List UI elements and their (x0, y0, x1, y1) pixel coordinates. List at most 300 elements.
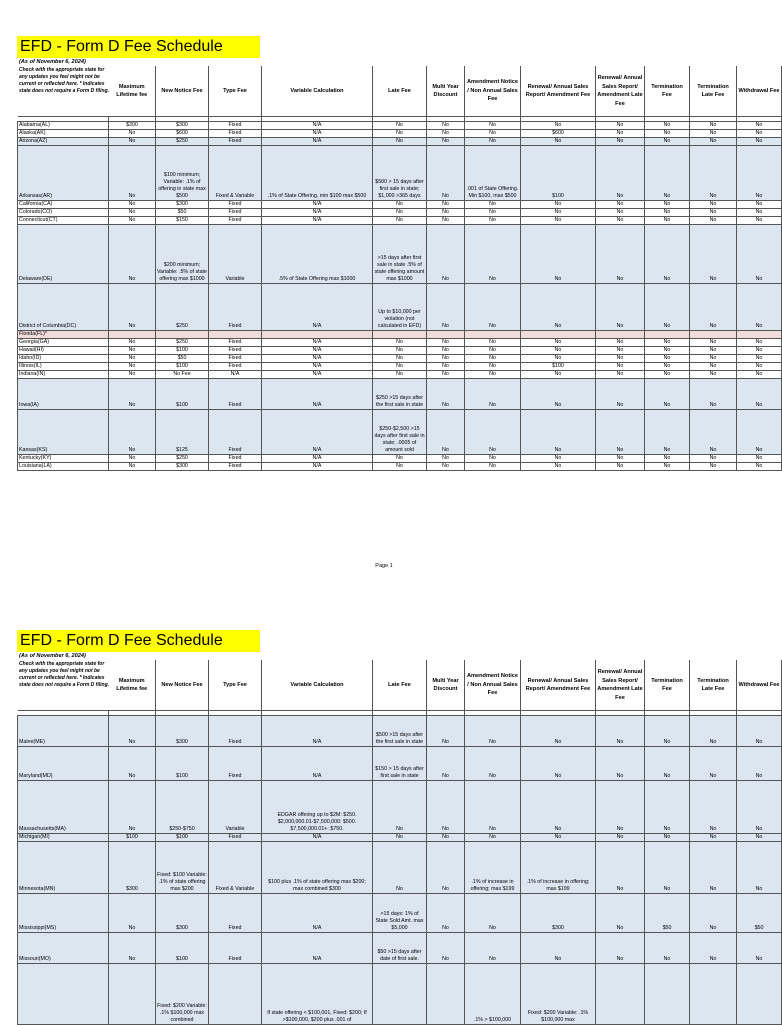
fee-cell: No (596, 130, 645, 138)
fee-cell: No (427, 933, 465, 964)
column-header: Renewal/ Annual Sales Report/ Amendment Fee (521, 660, 596, 711)
fee-cell: No (521, 217, 596, 225)
fee-cell: N/A (262, 379, 373, 410)
column-header: Termination Late Fee (690, 66, 737, 117)
fee-cell: No (373, 217, 427, 225)
fee-cell (690, 331, 737, 339)
fee-cell: No (690, 781, 737, 834)
fee-cell: $100 (521, 363, 596, 371)
fee-cell: Fixed (209, 339, 262, 347)
fee-cell: No (521, 781, 596, 834)
fee-cell: No (109, 371, 156, 379)
fee-cell: No (690, 225, 737, 284)
fee-cell: No (427, 455, 465, 463)
table-row (18, 363, 782, 371)
fee-cell: No (596, 225, 645, 284)
fee-cell: No (645, 842, 690, 894)
fee-cell: N/A (262, 371, 373, 379)
column-header: Termination Fee (645, 660, 690, 711)
fee-cell: No (596, 284, 645, 331)
state-name-cell: Arizona(AZ) (18, 138, 109, 146)
state-name-cell: Kansas(KS) (18, 410, 109, 455)
fee-cell: N/A (262, 217, 373, 225)
fee-cell: $100 (156, 379, 209, 410)
fee-cell: N/A (262, 834, 373, 842)
fee-cell: No (645, 379, 690, 410)
column-header: Termination Late Fee (690, 660, 737, 711)
table-row (18, 201, 782, 209)
fee-cell: Fixed (209, 379, 262, 410)
fee-cell: No (109, 209, 156, 217)
fee-cell (690, 964, 737, 1025)
fee-cell: No (521, 122, 596, 130)
state-name-cell (18, 964, 109, 1025)
fee-cell: Variable (209, 781, 262, 834)
fee-cell: >15 days: 1% of State Sold Amt. max $5,000 (373, 894, 427, 933)
fee-cell: No (109, 781, 156, 834)
column-header: Multi Year Discount (427, 66, 465, 117)
fee-cell: No (109, 217, 156, 225)
column-header: New Notice Fee (156, 66, 209, 117)
fee-cell: $100 (156, 363, 209, 371)
fee-cell: $250-$2,500 >15 days after first sale in state; .0005 of amount sold (373, 410, 427, 455)
fee-cell: No (690, 284, 737, 331)
fee-cell: .5% of State Offering max $1000 (262, 225, 373, 284)
table-row (18, 463, 782, 471)
fee-cell: No (737, 834, 782, 842)
fee-cell: No (465, 933, 521, 964)
table-row (18, 747, 782, 781)
fee-cell: No (645, 347, 690, 355)
fee-cell: N/A (262, 455, 373, 463)
state-name-cell: Colorado(CO) (18, 209, 109, 217)
fee-cell: Fixed (209, 455, 262, 463)
fee-cell: No (427, 747, 465, 781)
fee-cell: N/A (262, 347, 373, 355)
fee-cell: No (737, 842, 782, 894)
fee-cell: No (373, 834, 427, 842)
fee-cell: No (737, 379, 782, 410)
fee-cell: $50 (645, 894, 690, 933)
fee-cell: No (427, 834, 465, 842)
state-name-cell: Massachusetts(MA) (18, 781, 109, 834)
fee-cell: No (373, 122, 427, 130)
fee-cell: .1% of increase in offering; max $199 (465, 842, 521, 894)
fee-cell: No (690, 716, 737, 747)
fee-cell: No (645, 716, 690, 747)
fee-cell: No (596, 339, 645, 347)
fee-cell: $500 > 15 days after first sale in state; $1,000 >365 days (373, 146, 427, 201)
fee-cell: No (427, 410, 465, 455)
fee-cell: No (373, 463, 427, 471)
column-header: Maximum Lifetime fee (109, 660, 156, 711)
column-header: Type Fee (209, 66, 262, 117)
fee-cell: No (373, 201, 427, 209)
fee-cell: N/A (262, 201, 373, 209)
fee-cell: Fixed (209, 747, 262, 781)
fee-cell (645, 964, 690, 1025)
fee-cell (427, 964, 465, 1025)
fee-cell (109, 331, 156, 339)
fee-cell: No (690, 363, 737, 371)
fee-cell: No (645, 781, 690, 834)
fee-cell: N/A (262, 138, 373, 146)
fee-cell: No (427, 379, 465, 410)
fee-cell: No (645, 355, 690, 363)
document-title: EFD - Form D Fee Schedule (17, 36, 260, 58)
fee-cell: No (427, 363, 465, 371)
fee-cell: $50 (156, 209, 209, 217)
fee-cell: No (645, 371, 690, 379)
state-name-cell: Delaware(DE) (18, 225, 109, 284)
fee-cell: No (690, 347, 737, 355)
fee-cell: No (645, 284, 690, 331)
fee-cell: No (596, 747, 645, 781)
state-name-cell: California(CA) (18, 201, 109, 209)
fee-cell: Fixed (209, 284, 262, 331)
column-header: Late Fee (373, 660, 427, 711)
fee-table (17, 660, 782, 1025)
column-header: Multi Year Discount (427, 660, 465, 711)
fee-cell: No (373, 842, 427, 894)
fee-cell: $150 > 15 days after first sale in state (373, 747, 427, 781)
fee-cell: .001 of State Offering. Min $100, max $500 (465, 146, 521, 201)
fee-cell: No (521, 347, 596, 355)
fee-cell: $300 (156, 716, 209, 747)
fee-cell: No (427, 225, 465, 284)
fee-cell: No (465, 209, 521, 217)
fee-cell: No (596, 138, 645, 146)
fee-cell: No (737, 225, 782, 284)
fee-cell: No (737, 217, 782, 225)
fee-cell (373, 964, 427, 1025)
state-name-cell: Missouri(MO) (18, 933, 109, 964)
fee-cell: No (465, 894, 521, 933)
fee-cell: No (109, 894, 156, 933)
fee-cell: No (109, 379, 156, 410)
fee-cell: No (737, 455, 782, 463)
fee-cell: No (465, 217, 521, 225)
fee-cell (465, 331, 521, 339)
fee-cell: $200 minimum; Variable: .5% of state offering max $1000 (156, 225, 209, 284)
table-row (18, 130, 782, 138)
fee-cell: Variable (209, 225, 262, 284)
table-row (18, 933, 782, 964)
fee-cell: No (109, 284, 156, 331)
fee-cell: No (109, 339, 156, 347)
fee-cell: No (521, 747, 596, 781)
fee-cell: N/A (262, 933, 373, 964)
fee-cell: No (427, 284, 465, 331)
fee-cell: No (690, 933, 737, 964)
fee-cell: No (465, 355, 521, 363)
fee-cell: If state offering < $100,001, Fixed: $200; If >$100,000, $200 plus .001 of (262, 964, 373, 1025)
state-name-cell: Alaska(AK) (18, 130, 109, 138)
fee-cell: Fixed & Variable (209, 842, 262, 894)
fee-cell: No (427, 209, 465, 217)
fee-cell: No Fee (156, 371, 209, 379)
fee-cell: Fixed (209, 122, 262, 130)
fee-cell: $50 (156, 355, 209, 363)
fee-cell: No (109, 355, 156, 363)
state-name-cell: Maryland(MD) (18, 747, 109, 781)
fee-cell (209, 964, 262, 1025)
fee-cell: No (373, 455, 427, 463)
fee-cell: No (596, 716, 645, 747)
fee-cell: No (465, 716, 521, 747)
column-header: New Notice Fee (156, 660, 209, 711)
fee-cell: Fixed (209, 138, 262, 146)
fee-cell (262, 331, 373, 339)
fee-cell: No (109, 225, 156, 284)
fee-cell: N/A (262, 339, 373, 347)
fee-cell: Fixed (209, 463, 262, 471)
fee-cell: No (427, 716, 465, 747)
fee-cell: No (521, 355, 596, 363)
fee-cell: N/A (262, 463, 373, 471)
header-row (18, 660, 782, 711)
fee-cell: No (521, 201, 596, 209)
state-name-cell: Iowa(IA) (18, 379, 109, 410)
fee-cell: No (645, 201, 690, 209)
fee-cell: Fixed (209, 894, 262, 933)
fee-cell: No (109, 347, 156, 355)
fee-cell: N/A (209, 371, 262, 379)
fee-cell: Fixed (209, 834, 262, 842)
fee-cell: No (427, 201, 465, 209)
fee-cell: No (465, 339, 521, 347)
fee-cell: No (109, 455, 156, 463)
fee-cell: No (521, 716, 596, 747)
fee-cell: No (737, 933, 782, 964)
fee-cell: Fixed (209, 201, 262, 209)
fee-cell: No (427, 781, 465, 834)
state-name-cell: Indiana(IN) (18, 371, 109, 379)
fee-cell: N/A (262, 284, 373, 331)
fee-cell: $150 (156, 217, 209, 225)
as-of-date: (As of November 6, 2024) (19, 59, 86, 65)
fee-cell: No (737, 209, 782, 217)
fee-cell: No (521, 284, 596, 331)
fee-cell: No (690, 747, 737, 781)
fee-cell: N/A (262, 355, 373, 363)
fee-cell: No (427, 842, 465, 894)
table-row (18, 209, 782, 217)
fee-cell: $300 (156, 122, 209, 130)
fee-cell: No (690, 146, 737, 201)
fee-cell: No (690, 463, 737, 471)
fee-cell: N/A (262, 716, 373, 747)
fee-cell: No (521, 225, 596, 284)
fee-cell: No (596, 894, 645, 933)
fee-cell: No (109, 410, 156, 455)
fee-cell: No (109, 130, 156, 138)
fee-cell: No (737, 347, 782, 355)
fee-cell: No (737, 747, 782, 781)
fee-cell: No (737, 716, 782, 747)
fee-cell: No (690, 842, 737, 894)
fee-cell: No (737, 371, 782, 379)
fee-cell: No (373, 339, 427, 347)
state-name-cell: Maine(ME) (18, 716, 109, 747)
fee-cell: No (596, 146, 645, 201)
fee-cell: No (427, 339, 465, 347)
fee-cell: No (427, 146, 465, 201)
fee-cell (521, 331, 596, 339)
fee-cell: No (465, 747, 521, 781)
fee-cell: No (427, 217, 465, 225)
fee-cell: No (645, 130, 690, 138)
fee-cell: No (596, 842, 645, 894)
fee-cell: $250 (156, 455, 209, 463)
fee-cell: No (109, 363, 156, 371)
state-name-cell: Idaho(ID) (18, 355, 109, 363)
fee-cell: No (645, 146, 690, 201)
header-row (18, 66, 782, 117)
table-row (18, 138, 782, 146)
column-header (18, 66, 109, 117)
state-name-cell: Mississippi(MS) (18, 894, 109, 933)
fee-cell: No (373, 209, 427, 217)
fee-cell: $100 (156, 747, 209, 781)
fee-cell: No (737, 146, 782, 201)
column-header: Late Fee (373, 66, 427, 117)
fee-cell: No (737, 122, 782, 130)
table-row (18, 339, 782, 347)
fee-cell: No (690, 339, 737, 347)
fee-cell: $100 (109, 834, 156, 842)
fee-cell: No (645, 225, 690, 284)
table-row (18, 331, 782, 339)
table-row (18, 716, 782, 747)
fee-cell: No (521, 339, 596, 347)
fee-cell: No (690, 209, 737, 217)
fee-cell: $500 >15 days after the first sale in state (373, 716, 427, 747)
fee-cell: No (596, 217, 645, 225)
state-name-cell: Alabama(AL) (18, 122, 109, 130)
table-row (18, 894, 782, 933)
fee-cell: No (465, 371, 521, 379)
column-header: Amendment Notice / Non Annual Sales Fee (465, 660, 521, 711)
fee-cell: No (596, 463, 645, 471)
column-header: Termination Fee (645, 66, 690, 117)
fee-cell: Fixed (209, 363, 262, 371)
fee-cell: $100 (156, 933, 209, 964)
document-title: EFD - Form D Fee Schedule (17, 630, 260, 652)
fee-cell: No (427, 347, 465, 355)
fee-cell: $300 (521, 894, 596, 933)
fee-cell: No (645, 410, 690, 455)
fee-cell: No (465, 834, 521, 842)
fee-cell: No (427, 138, 465, 146)
fee-cell: No (737, 284, 782, 331)
fee-cell (737, 331, 782, 339)
fee-cell: Fixed (209, 410, 262, 455)
fee-cell: No (465, 455, 521, 463)
page-number: Page 1 (375, 563, 393, 569)
fee-cell: $300 (109, 122, 156, 130)
fee-cell: No (596, 347, 645, 355)
as-of-date: (As of November 6, 2024) (19, 653, 86, 659)
fee-cell: No (645, 463, 690, 471)
fee-cell: No (690, 379, 737, 410)
fee-cell: No (690, 371, 737, 379)
column-header: Variable Calculation (262, 66, 373, 117)
table-row (18, 379, 782, 410)
fee-cell: Fixed: $200 Variable: .1% $100,000 max combined (156, 964, 209, 1025)
fee-cell: No (465, 363, 521, 371)
fee-cell: Fixed (209, 130, 262, 138)
fee-cell: No (373, 138, 427, 146)
fee-cell: $100 (156, 834, 209, 842)
fee-cell: $250 >15 days after the first sale in state (373, 379, 427, 410)
fee-cell: $250 (156, 138, 209, 146)
fee-cell: No (465, 225, 521, 284)
fee-cell: $250 (156, 284, 209, 331)
fee-cell: $100 plus .1% of state offering max $200; max combined $300 (262, 842, 373, 894)
column-header (18, 660, 109, 711)
fee-cell: Up to $10,000 per violation (not calculated in EFD) (373, 284, 427, 331)
fee-cell: No (690, 455, 737, 463)
fee-cell: No (465, 138, 521, 146)
table-row (18, 781, 782, 834)
fee-cell: No (596, 455, 645, 463)
fee-cell: No (645, 122, 690, 130)
fee-cell: No (690, 217, 737, 225)
fee-cell: EDGAR offering up to $2M: $250. $2,000,000.01-$7,500,000: $500. $7,500,000.01+: $750. (262, 781, 373, 834)
fee-cell: No (737, 781, 782, 834)
fee-cell: No (521, 138, 596, 146)
fee-cell: No (645, 747, 690, 781)
fee-cell: No (521, 933, 596, 964)
table-row (18, 225, 782, 284)
state-name-cell: Hawaii(HI) (18, 347, 109, 355)
column-header: Withdrawal Fee (737, 66, 782, 117)
fee-cell: No (645, 209, 690, 217)
fee-cell: No (373, 130, 427, 138)
table-row (18, 834, 782, 842)
fee-cell: >15 days after first sale in state .5% of state offering amount max $1000 (373, 225, 427, 284)
fee-cell: $600 (156, 130, 209, 138)
fee-cell: N/A (262, 410, 373, 455)
fee-cell (427, 331, 465, 339)
fee-cell: No (521, 834, 596, 842)
fee-cell: Fixed (209, 355, 262, 363)
fee-cell: Fixed (209, 209, 262, 217)
fee-cell: $50 (737, 894, 782, 933)
fee-cell: $125 (156, 410, 209, 455)
fee-cell: No (690, 122, 737, 130)
fee-cell: N/A (262, 130, 373, 138)
fee-cell: No (521, 379, 596, 410)
fee-cell: Fixed: $100 Variable: .1% of state offering max $200 (156, 842, 209, 894)
state-name-cell: Kentucky(KY) (18, 455, 109, 463)
fee-cell: Fixed & Variable (209, 146, 262, 201)
fee-cell: No (596, 363, 645, 371)
fee-cell: Fixed (209, 347, 262, 355)
fee-cell: No (109, 747, 156, 781)
fee-cell: No (465, 410, 521, 455)
fee-cell: No (427, 130, 465, 138)
column-header: Renewal/ Annual Sales Report/ Amendment Late Fee (596, 66, 645, 117)
fee-cell: Fixed: $200 Variable: .1% $100,000 max (521, 964, 596, 1025)
column-header: Maximum Lifetime fee (109, 66, 156, 117)
fee-cell: No (427, 463, 465, 471)
table-row (18, 371, 782, 379)
fee-cell: No (521, 371, 596, 379)
table-row (18, 122, 782, 130)
fee-cell (209, 331, 262, 339)
